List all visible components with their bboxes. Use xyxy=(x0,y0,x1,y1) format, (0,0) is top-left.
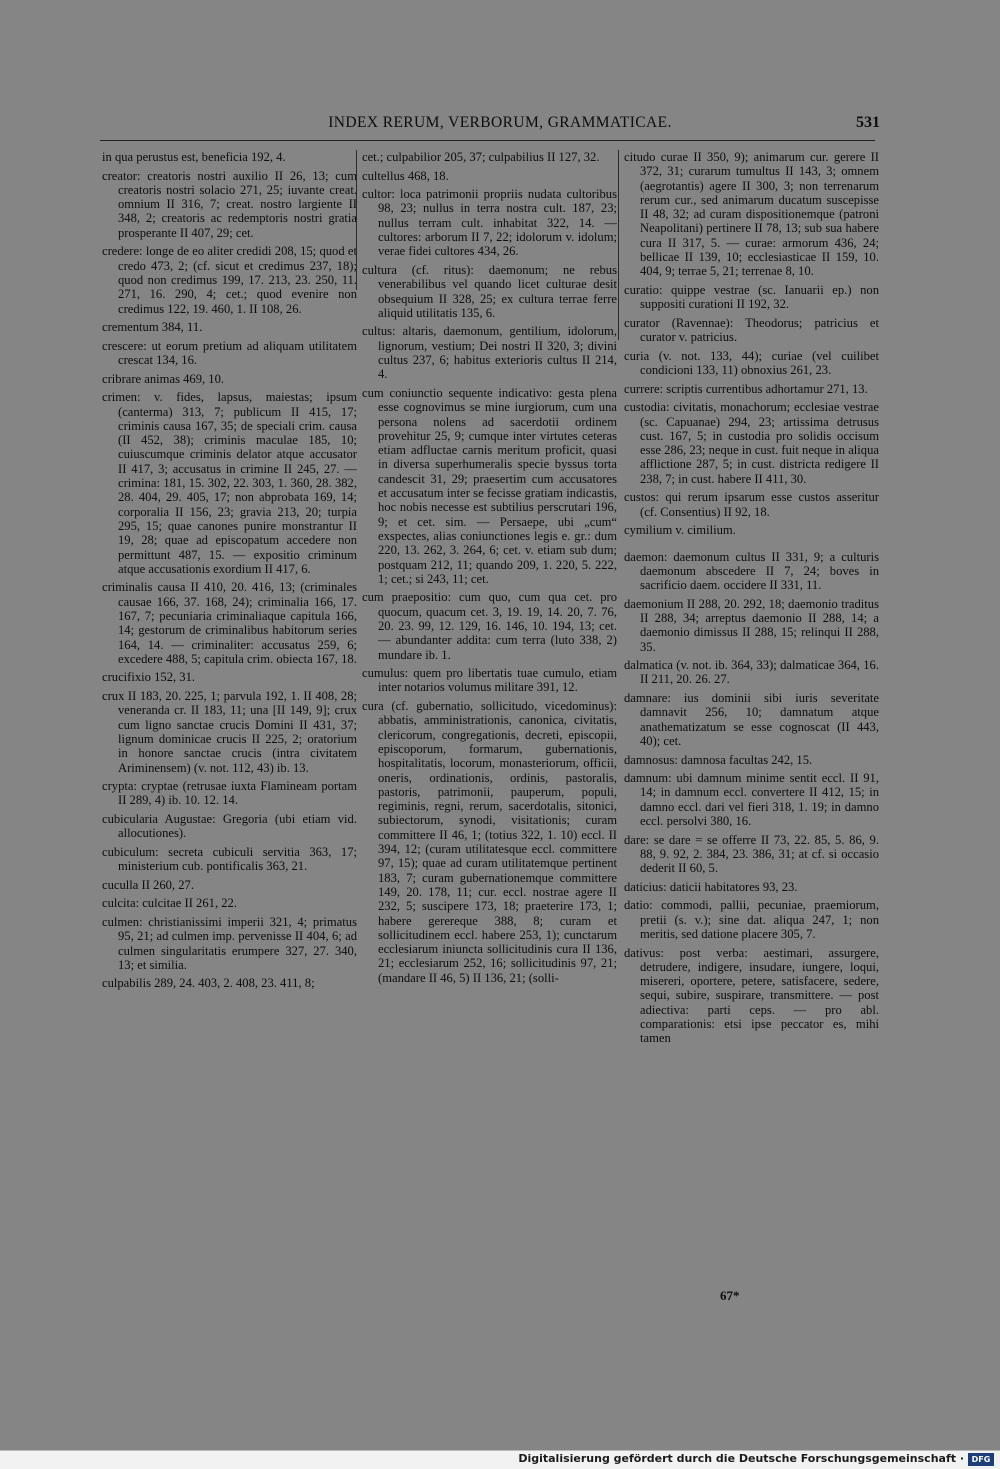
index-entry: in qua perustus est, beneficia 192, 4. xyxy=(102,150,286,164)
index-entry: crescere: ut eorum pretium ad aliquam utilitatem crescat 134, 16. xyxy=(102,338,357,368)
header-rule xyxy=(100,140,875,141)
index-entry: cultor: loca patrimonii propriis nudata cultoribus 98, 23; nullus in terra nostra cult. 187, 23; nullus terram cult. inhabitat 322, 14. — cultores: arborum II 7, 22; idolorum v. idolum; verae fidei cultores 434, 26. xyxy=(362,187,617,259)
column-divider-2 xyxy=(618,150,619,340)
index-entry: cura (cf. gubernatio, sollicitudo, vicedominus): abbatis, amministrationis, canonica, civitatis, clericorum, congregationis, decreti, episcopii, episcoporum, formarum, gubernationis, hospitalitatis, locorum, monasteriorum, officii, oneris, ordinationis, ordinis, pastoralis, pastoris, patrimonii, pauperum, populi, regiminis, regni, rerum, sacerdotalis, sitonici, subiectorum, synodi, visitationis; curam committere II 46, 1; (totius 322, 1. 10) eccl. II 394, 12; (curam utilitatesque eccl. committere 97, 15); quae ad curam utilitatemque pertinent 183, 7; curam gubernationemque committere 149, 20. 178, 11; cur. eccl. nostrae agere II 232, 5; suscipere 173, 18; praeterire 173, 1; habere gerereque 388, 8; curam et sollicitudinem eccl. habere 253, 1); cunctarum ecclesiarum iniuncta sollicitudinis cura II 136, 21; ecclesiarum 252, 16; sollicitudinis 97, 21; (mandare II 46, 5) II 136, 21; (solli- xyxy=(362,699,617,985)
index-entry: culpabilis 289, 24. 403, 2. 408, 23. 411, 8; xyxy=(102,976,315,991)
index-entry: cymilium v. cimilium. xyxy=(624,523,736,538)
index-entry: citudo curae II 350, 9); animarum cur. gerere II 372, 31; curarum tumultus II 143, 3; omnem (aegrotantis) agere II 300, 3; non terrenarum rerum cur., sed animarum ducatum suscepisse II 48, 32; ad curam dispositionemque (patroni Neapolitani) pertinere II 78, 13; sub sua habere cura II 317, 5. — curae: armorum 436, 24; bellicae II 139, 10; ecclesiasticae II 159, 10. 404, 9; terrae 5, 21; terrenae 8, 10. xyxy=(624,150,879,279)
index-column-2 xyxy=(362,150,617,1285)
index-entry: cultura (cf. ritus): daemonum; ne rebus venerabilibus vel quando licet culturae desit obsequium II 328, 25; ex cultura terrae ferre aliquid utilitatis 135, 6. xyxy=(362,262,617,320)
index-entry: cum praepositio: cum quo, cum qua cet. pro quocum, quacum cet. 3, 19. 19, 14. 20, 7. 76, 20. 23. 99, 12. 129, 16. 146, 10. 194, 13; cet. — abundanter addita: cum terra (luto 338, 2) mundare ib. 1. xyxy=(362,590,617,662)
index-entry: daemonium II 288, 20. 292, 18; daemonio traditus II 288, 34; arreptus daemonio II 288, 14; a daemonio dimissus II 288, 15; relinqui II 288, 35. xyxy=(624,596,879,654)
page-number: 531 xyxy=(856,114,880,131)
index-entry: curator (Ravennae): Theodorus; patricius et curator v. patricius. xyxy=(624,315,879,345)
index-entry: cum coniunctio sequente indicativo: gesta plena esse cognovimus se mine iurgiorum, cum una persona nolens ad sacerdotii ordinem provehitur 25, 9; cumque inter virtutes ceteras etiam adfluctae carnis meritum proficit, quasi in diversa superhumeralis specie byssus torta candescit 31, 29; praesertim cum accusatores et accusatum inter se fecisse gratiam indicastis, hoc nobis necesse est subtilius perscrutari 196, 9; et cet. sim. — Persaepe, ubi „cum“ exspectes, alias coniunctiones legis e. gr.: dum 220, 13. 262, 3. 264, 6; cet. v. etiam sub dum; postquam 212, 11; quando 209, 1. 220, 5. 222, 1; cet.; si 243, 11; cet. xyxy=(362,385,617,586)
funding-text: Digitalisierung gefördert durch die Deutsche Forschungsgemeinschaft · xyxy=(518,1452,964,1465)
index-entry: dalmatica (v. not. ib. 364, 33); dalmaticae 364, 16. II 211, 20. 26. 27. xyxy=(624,658,879,687)
index-entry: culmen: christianissimi imperii 321, 4; primatus 95, 21; ad culmen imp. pervenisse II 404, 6; ad culmen singularitatis erumpere 327, 27. 340, 13; et similia. xyxy=(102,915,357,972)
index-entry: damnosus: damnosa facultas 242, 15. xyxy=(624,752,813,767)
index-entry: daticius: daticii habitatores 93, 23. xyxy=(624,879,798,894)
index-column-1 xyxy=(102,150,357,1285)
index-entry: criminalis causa II 410, 20. 416, 13; (criminales causae 166, 37. 168, 24); criminalia 166, 17. 167, 7; pecuniaria criminaliaque capitula 166, 14; gestorum de criminalibus habitorum series 164, 14. — criminaliter: accusatus 259, 6; excedere 488, 5; capitula crim. obiecta 167, 18. xyxy=(102,580,357,666)
column-divider-1 xyxy=(356,150,357,290)
index-entry: custos: qui rerum ipsarum esse custos asseritur (cf. Consentius) II 92, 18. xyxy=(624,490,879,519)
index-entry: custodia: civitatis, monachorum; ecclesiae vestrae (sc. Capuanae) 294, 23; artissima detrusus cust. 167, 5; in custodia pro solidis occisum esse 286, 23; neque in cust. fuit neque in aliqua afflictione 287, 5; in cust. districta redigere II 238, 7; in cust. habere II 411, 30. xyxy=(624,400,879,486)
index-entry: damnare: ius dominii sibi iuris severitate damnavit 256, 10; damnatum atque anathematizatum se esse cognoscat (II 443, 40); cet. xyxy=(624,691,879,748)
index-entry: dare: se dare = se offerre II 73, 22. 85, 5. 86, 9. 88, 9. 92, 2. 384, 23. 386, 31; at cf. si occasio dederit II 60, 5. xyxy=(624,832,879,876)
index-entry: cuculla II 260, 27. xyxy=(102,877,194,892)
index-entry: cultellus 468, 18. xyxy=(362,168,449,183)
index-entry: damnum: ubi damnum minime sentit eccl. II 91, 14; in damnum eccl. convertere II 412, 15; in damno eccl. dari vel fieri 318, 1. 19; in damno eccl. persolvi 380, 16. xyxy=(624,771,879,829)
signature-mark: 67* xyxy=(720,1288,740,1303)
index-entry: datio: commodi, pallii, pecuniae, praemiorum, pretii (s. v.); sine dat. aliqua 247, 1; non meritis, sed datione placere 305, 7. xyxy=(624,898,879,941)
index-entry: crucifixio 152, 31. xyxy=(102,670,196,685)
index-entry: currere: scriptis currentibus adhortamur 271, 13. xyxy=(624,381,868,396)
index-entry: crementum 384, 11. xyxy=(102,320,203,335)
running-header xyxy=(100,114,880,138)
index-entry: curatio: quippe vestrae (sc. Ianuarii ep.) non suppositi curationi II 192, 32. xyxy=(624,282,879,312)
index-entry: cet.; culpabilior 205, 37; culpabilius II 127, 32. xyxy=(362,150,600,164)
index-entry: daemon: daemonum cultus II 331, 9; a culturis daemonum abscedere II 7, 24; boves in sacrificio daem. occidere II 331, 11. xyxy=(624,549,879,593)
index-entry: dativus: post verba: aestimari, assurgere, detrudere, indigere, insudare, iungere, loqui, misereri, oportere, petere, satisfacere, sedere, sequi, subire, suspirare, transmittere. — post adiectiva: parti ceps. — pro abl. comparationis: etsi ipse peccator es, mihi tamen xyxy=(624,945,879,1046)
index-entry: crux II 183, 20. 225, 1; parvula 192, 1. II 408, 28; veneranda cr. II 183, 11; una [II 149, 9]; crux cum ligno sanctae crucis Domini II 431, 37; lignum dominicae crucis II 225, 2; oratorium in honore sanctae crucis (intra civitatem Ariminensem) (v. not. 112, 43) ib. 13. xyxy=(102,689,357,775)
index-entry: credere: longe de eo aliter credidi 208, 15; quod et credo 473, 2; (cf. sicut et credimus 237, 18); quod non credimus 199, 17. 213, 23. 250, 11. 271, 16. 290, 4; cet.; quod evenire non credimus 122, 19. 460, 1. II 108, 26. xyxy=(102,244,357,316)
index-entry: cultus: altaris, daemonum, gentilium, idolorum, lignorum, vestium; Dei nostri II 320, 3; divini cultus 237, 6; habitus exterioris cultus II 214, 4. xyxy=(362,324,617,382)
index-entry: cribrare animas 469, 10. xyxy=(102,371,225,386)
index-entry: culcita: culcitae II 261, 22. xyxy=(102,896,237,911)
index-column-3 xyxy=(624,150,879,1285)
index-entry: crimen: v. fides, lapsus, maiestas; ipsum (canterma) 313, 7; publicum II 415, 17; criminis causa 167, 35; de speciali crim. causa (II 452, 38); criminis maculae 185, 10; cuiuscumque criminis delator atque accusator II 417, 3; accusatus in crimine II 245, 27. — crimina: 181, 15. 302, 22. 303, 1. 360, 28. 382, 28. 404, 29. 405, 17; non abprobata 169, 14; corporalia II 156, 23; gravia 213, 20; turpia 295, 15; quae canones punire monstrantur II 19, 28; quae ad episcopatum accedere non permittunt 487, 15. — expositio criminum atque accusationis exordium II 417, 6. xyxy=(102,390,357,576)
index-entry: crypta: cryptae (retrusae iuxta Flamineam portam II 289, 4) ib. 10. 12. 14. xyxy=(102,779,357,808)
index-entry: creator: creatoris nostri auxilio II 26, 13; cum creatoris nostri solacio 271, 25; iuvante creat. omnium II 316, 7; creat. nostro largiente II 348, 2; creatoris ac redemptoris nostri gratia prosperante II 407, 29; cet. xyxy=(102,168,357,240)
dfg-logo: DFG xyxy=(968,1453,994,1466)
index-entry: cubiculum: secreta cubiculi servitia 363, 17; ministerium cub. pontificalis 363, 21. xyxy=(102,844,357,874)
funding-footer xyxy=(0,1450,1000,1469)
index-entry: curia (v. not. 133, 44); curiae (vel cuilibet condicioni 133, 11) obnoxius 261, 23. xyxy=(624,348,879,378)
index-entry: cumulus: quem pro libertatis tuae cumulo, etiam inter notarios volumus militare 391, 12. xyxy=(362,666,617,695)
page-title: INDEX RERUM, VERBORUM, GRAMMATICAE. xyxy=(328,114,672,131)
index-entry: cubicularia Augustae: Gregoria (ubi etiam vid. allocutiones). xyxy=(102,812,357,841)
